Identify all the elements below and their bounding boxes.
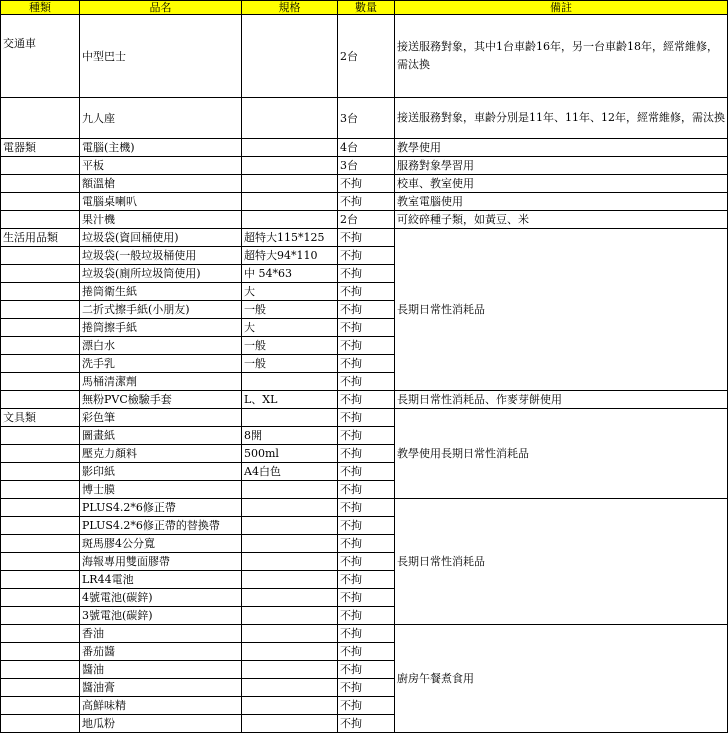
cell-note-merged[interactable]: 教學使用長期日常性消耗品 [395, 409, 728, 499]
cell-qty[interactable]: 不拘 [338, 193, 395, 211]
cell-name[interactable]: 額溫槍 [80, 175, 242, 193]
table-row [1, 211, 728, 229]
cell-qty[interactable]: 4台 [338, 139, 395, 157]
cell-spec[interactable] [242, 175, 338, 193]
cell-name[interactable]: 垃圾袋(資回桶使用) [80, 229, 242, 247]
cell-spec[interactable]: 8開 [242, 427, 338, 445]
cell-name[interactable]: LR44電池 [80, 571, 242, 589]
cell-category[interactable] [1, 481, 80, 499]
cell-qty[interactable]: 不拘 [338, 301, 395, 319]
cell-qty[interactable]: 不拘 [338, 175, 395, 193]
cell-name[interactable]: 地瓜粉 [80, 715, 242, 733]
cell-category[interactable] [1, 391, 80, 409]
cell-name[interactable]: 海報專用雙面膠帶 [80, 553, 242, 571]
cell-spec[interactable]: A4白色 [242, 463, 338, 481]
cell-name[interactable]: 醬油膏 [80, 679, 242, 697]
cell-qty[interactable]: 不拘 [338, 463, 395, 481]
cell-qty[interactable]: 3台 [338, 157, 395, 175]
cell-name[interactable]: 影印紙 [80, 463, 242, 481]
cell-category[interactable] [1, 715, 80, 733]
table-row [1, 391, 728, 409]
cell-qty[interactable]: 不拘 [338, 679, 395, 697]
cell-name[interactable]: 圖畫紙 [80, 427, 242, 445]
cell-name[interactable]: 果汁機 [80, 211, 242, 229]
cell-note-merged[interactable]: 長期日常性消耗品 [395, 499, 728, 625]
cell-qty[interactable]: 不拘 [338, 427, 395, 445]
cell-spec[interactable] [242, 571, 338, 589]
cell-note-merged[interactable]: 長期日常性消耗品 [395, 229, 728, 391]
cell-qty[interactable]: 2台 [338, 211, 395, 229]
table-row [1, 139, 728, 157]
table-row [1, 15, 728, 98]
cell-category[interactable] [1, 661, 80, 679]
cell-note[interactable]: 接送服務對象，車齡分別是11年、11年、12年，經常維修，需汰換 [395, 98, 728, 139]
cell-spec[interactable] [242, 409, 338, 427]
cell-spec[interactable] [242, 139, 338, 157]
cell-spec[interactable]: 中 54*63 [242, 265, 338, 283]
cell-category[interactable] [1, 319, 80, 337]
cell-spec[interactable] [242, 157, 338, 175]
cell-qty[interactable]: 不拘 [338, 445, 395, 463]
cell-name[interactable]: 捲筒衛生紙 [80, 283, 242, 301]
cell-category[interactable] [1, 571, 80, 589]
cell-category[interactable]: 生活用品類 [1, 229, 80, 247]
cell-spec[interactable]: 超特大94*110 [242, 247, 338, 265]
cell-qty[interactable]: 不拘 [338, 355, 395, 373]
cell-qty[interactable]: 不拘 [338, 409, 395, 427]
cell-category[interactable] [1, 499, 80, 517]
cell-name[interactable]: 中型巴士 [80, 15, 242, 98]
cell-qty[interactable]: 不拘 [338, 283, 395, 301]
cell-spec[interactable]: 500ml [242, 445, 338, 463]
cell-spec[interactable] [242, 15, 338, 98]
cell-category[interactable] [1, 98, 80, 139]
cell-note[interactable]: 教室電腦使用 [395, 193, 728, 211]
cell-category[interactable] [1, 679, 80, 697]
cell-spec[interactable] [242, 517, 338, 535]
cell-qty[interactable]: 不拘 [338, 337, 395, 355]
cell-category[interactable] [1, 643, 80, 661]
cell-qty[interactable]: 不拘 [338, 481, 395, 499]
cell-category[interactable] [1, 625, 80, 643]
cell-name[interactable]: 捲筒擦手紙 [80, 319, 242, 337]
cell-qty[interactable]: 不拘 [338, 607, 395, 625]
cell-category[interactable] [1, 373, 80, 391]
cell-spec[interactable] [242, 553, 338, 571]
cell-note[interactable]: 教學使用 [395, 139, 728, 157]
cell-qty[interactable]: 不拘 [338, 265, 395, 283]
cell-name[interactable]: PLUS4.2*6修正帶的替換帶 [80, 517, 242, 535]
table-row [1, 625, 728, 643]
cell-name[interactable]: 馬桶清潔劑 [80, 373, 242, 391]
cell-category[interactable]: 交通車 [1, 15, 80, 98]
cell-qty[interactable]: 不拘 [338, 589, 395, 607]
cell-category[interactable] [1, 337, 80, 355]
cell-qty[interactable]: 不拘 [338, 661, 395, 679]
cell-name[interactable]: 九人座 [80, 98, 242, 139]
cell-spec[interactable] [242, 661, 338, 679]
cell-name[interactable]: 垃圾袋(廁所垃圾筒使用) [80, 265, 242, 283]
cell-qty[interactable]: 不拘 [338, 319, 395, 337]
cell-name[interactable]: 3號電池(碳鋅) [80, 607, 242, 625]
cell-qty[interactable]: 不拘 [338, 625, 395, 643]
cell-qty[interactable]: 不拘 [338, 715, 395, 733]
cell-category[interactable] [1, 175, 80, 193]
cell-spec[interactable] [242, 589, 338, 607]
cell-category[interactable] [1, 157, 80, 175]
cell-name[interactable]: 電腦(主機) [80, 139, 242, 157]
cell-spec[interactable] [242, 98, 338, 139]
cell-name[interactable]: 醬油 [80, 661, 242, 679]
cell-spec[interactable] [242, 679, 338, 697]
cell-qty[interactable]: 不拘 [338, 229, 395, 247]
cell-category[interactable] [1, 697, 80, 715]
cell-qty[interactable]: 不拘 [338, 499, 395, 517]
cell-category[interactable] [1, 247, 80, 265]
cell-category[interactable] [1, 535, 80, 553]
cell-category[interactable] [1, 283, 80, 301]
cell-category[interactable] [1, 517, 80, 535]
cell-spec[interactable] [242, 481, 338, 499]
cell-spec[interactable] [242, 715, 338, 733]
header-note[interactable]: 備註 [395, 1, 728, 15]
cell-note-merged[interactable]: 廚房午餐煮食用 [395, 625, 728, 733]
cell-qty[interactable]: 不拘 [338, 697, 395, 715]
cell-spec[interactable] [242, 643, 338, 661]
cell-qty[interactable]: 不拘 [338, 373, 395, 391]
cell-qty[interactable]: 不拘 [338, 535, 395, 553]
table-row [1, 175, 728, 193]
cell-qty[interactable]: 不拘 [338, 643, 395, 661]
cell-spec[interactable]: 大 [242, 319, 338, 337]
cell-category[interactable] [1, 589, 80, 607]
cell-name[interactable]: 電腦桌喇叭 [80, 193, 242, 211]
header-qty[interactable]: 數量 [338, 1, 395, 15]
cell-category[interactable] [1, 607, 80, 625]
table-row [1, 157, 728, 175]
cell-qty[interactable]: 不拘 [338, 517, 395, 535]
cell-note[interactable]: 長期日常性消耗品、作麥芽餅使用 [395, 391, 728, 409]
cell-spec[interactable]: 一般 [242, 301, 338, 319]
cell-spec[interactable]: 超特大115*125 [242, 229, 338, 247]
table-row [1, 499, 728, 517]
cell-spec[interactable] [242, 193, 338, 211]
cell-note[interactable]: 服務對象學習用 [395, 157, 728, 175]
cell-qty[interactable]: 不拘 [338, 391, 395, 409]
cell-category[interactable] [1, 193, 80, 211]
cell-category[interactable] [1, 265, 80, 283]
cell-name[interactable]: 無粉PVC檢驗手套 [80, 391, 242, 409]
cell-spec[interactable] [242, 535, 338, 553]
cell-name[interactable]: 斑馬膠4公分寬 [80, 535, 242, 553]
table-row [1, 193, 728, 211]
cell-name[interactable]: 博士膜 [80, 481, 242, 499]
cell-spec[interactable]: 一般 [242, 337, 338, 355]
cell-category[interactable]: 文具類 [1, 409, 80, 427]
cell-name[interactable]: 香油 [80, 625, 242, 643]
table-row [1, 229, 728, 247]
cell-qty[interactable]: 3台 [338, 98, 395, 139]
cell-category[interactable] [1, 553, 80, 571]
cell-spec[interactable] [242, 607, 338, 625]
cell-spec[interactable]: 大 [242, 283, 338, 301]
cell-category[interactable] [1, 463, 80, 481]
cell-category[interactable] [1, 355, 80, 373]
cell-category[interactable] [1, 427, 80, 445]
cell-spec[interactable] [242, 499, 338, 517]
table-row [1, 409, 728, 427]
cell-name[interactable]: PLUS4.2*6修正帶 [80, 499, 242, 517]
cell-name[interactable]: 彩色筆 [80, 409, 242, 427]
table-row [1, 98, 728, 139]
cell-name[interactable]: 壓克力顏料 [80, 445, 242, 463]
cell-category[interactable] [1, 301, 80, 319]
cell-spec[interactable] [242, 373, 338, 391]
header-name[interactable]: 品名 [80, 1, 242, 15]
cell-qty[interactable]: 不拘 [338, 553, 395, 571]
cell-qty[interactable]: 不拘 [338, 247, 395, 265]
cell-spec[interactable] [242, 697, 338, 715]
cell-name[interactable]: 4號電池(碳鋅) [80, 589, 242, 607]
cell-qty[interactable]: 不拘 [338, 571, 395, 589]
cell-spec[interactable] [242, 211, 338, 229]
cell-name[interactable]: 高鮮味精 [80, 697, 242, 715]
cell-spec[interactable]: 一般 [242, 355, 338, 373]
cell-qty[interactable]: 2台 [338, 15, 395, 98]
cell-name[interactable]: 二折式擦手紙(小朋友) [80, 301, 242, 319]
cell-note[interactable]: 可絞碎種子類，如黃豆、米 [395, 211, 728, 229]
cell-spec[interactable]: L、XL [242, 391, 338, 409]
cell-note[interactable]: 接送服務對象，其中1台車齡16年，另一台車齡18年，經常維修，需汰換 [395, 15, 728, 98]
cell-name[interactable]: 洗手乳 [80, 355, 242, 373]
cell-name[interactable]: 漂白水 [80, 337, 242, 355]
cell-category[interactable]: 電器類 [1, 139, 80, 157]
cell-name[interactable]: 平板 [80, 157, 242, 175]
cell-name[interactable]: 番茄醬 [80, 643, 242, 661]
cell-name[interactable]: 垃圾袋(一般垃圾桶使用 [80, 247, 242, 265]
cell-category[interactable] [1, 211, 80, 229]
cell-note[interactable]: 校車、教室使用 [395, 175, 728, 193]
cell-spec[interactable] [242, 625, 338, 643]
header-category[interactable]: 種類 [1, 1, 80, 15]
cell-category[interactable] [1, 445, 80, 463]
header-spec[interactable]: 規格 [242, 1, 338, 15]
